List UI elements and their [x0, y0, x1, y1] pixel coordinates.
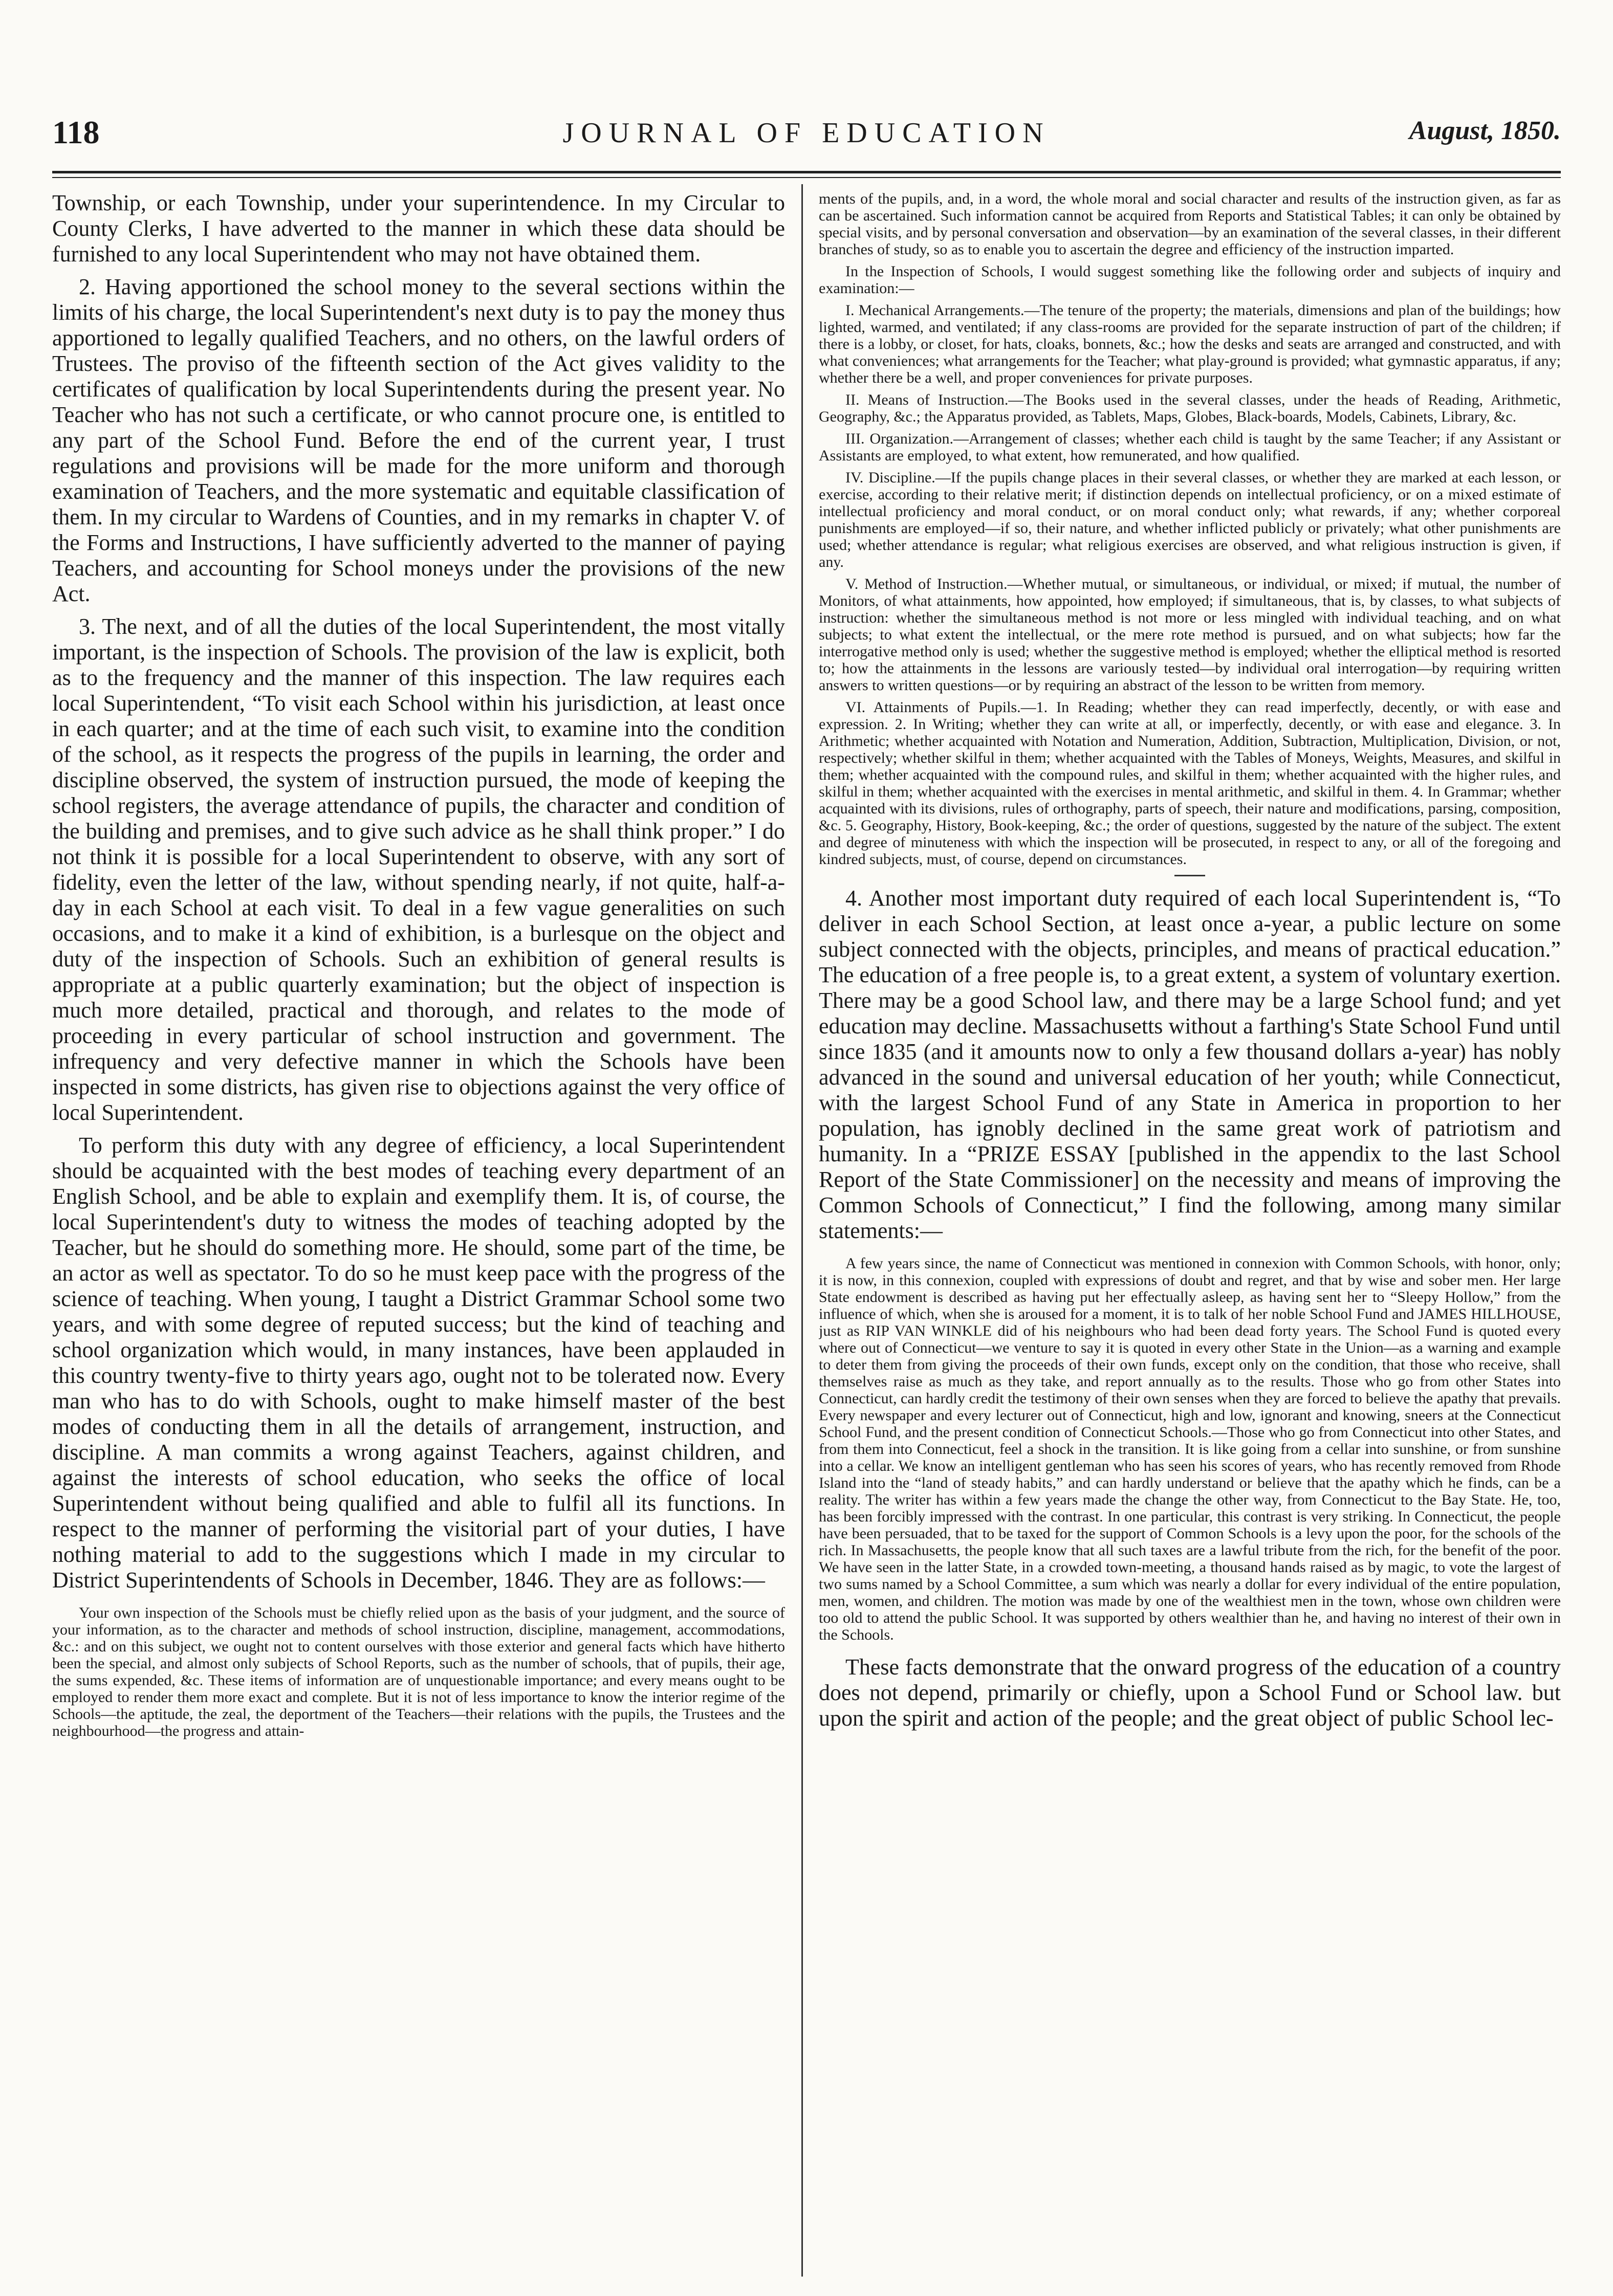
- left-column: [52, 190, 785, 2288]
- section-rule: [1174, 875, 1205, 876]
- paragraph: These facts demonstrate that the onward progress of the education of a country does not depend, primarily or chiefly, upon a School Fund or School law. but upon the spirit and action of the people; and the great object of public School lec-: [819, 1654, 1561, 1731]
- paragraph: Township, or each Township, under your superintendence. In my Circular to County Clerks, I have adverted to the manner in which these data should be furnished to any local Superintendent who may not have obtained them.: [52, 190, 785, 267]
- paragraph: 3. The next, and of all the duties of the local Superintendent, the most vitally important, is the inspection of Schools. The provision of the law is explicit, both as to the frequency and the manner of this inspection. The law requires each local Superintendent, “To visit each School within his jurisdiction, at least once in each quarter; and at the time of each such visit, to examine into the condition of the school, as it respects the progress of the pupils in learning, the order and discipline observed, the system of instruction pursued, the mode of keeping the school registers, the average attendance of pupils, the character and condition of the building and premises, and to give such advice as he shall think proper.” I do not think it is possible for a local Superintendent to observe, with any sort of fidelity, even the letter of the law, without spending nearly, if not quite, half-a-day in each School at each visit. To deal in a few vague generalities on such occasions, and to make it a kind of exhibition, is a burlesque on the object and duty of the inspection of Schools. Such an exhibition of general results is appropriate at a public quarterly examination; but the object of inspection is much more detailed, practical and thorough, and relates to the mode of proceeding in every particular of school instruction and government. The infrequency and very defective manner in which the Schools have been inspected in some districts, has given rise to objections against the very office of local Superintendent.: [52, 614, 785, 1125]
- inspection-item: I. Mechanical Arrangements.—The tenure of the property; the materials, dimensions and plan of the buildings; how lighted, warmed, and ventilated; if any class-rooms are provided for the separate instruction of part of the children; if there is a lobby, or closet, for hats, cloaks, bonnets, &c.; how the desks and seats are arranged and constructed, and with what conveniences; what arrangements for the Teacher; what play-ground is provided; what gymnastic apparatus, if any; whether there be a well, and proper conveniences for private purposes.: [819, 302, 1561, 386]
- inspection-item: V. Method of Instruction.—Whether mutual, or simultaneous, or individual, or mixed; if mutual, the number of Monitors, of what attainments, how appointed, how employed; if simultaneous, that is, by classes, to what subjects of instruction: whether the simultaneous method is not more or less mingled with individual teaching, and on what subjects; to what extent the intellectual, or the mere rote method is pursued, and on what subjects; how far the interrogative method only is used; whether the suggestive method is employed; whether the elliptical method is resorted to; how the attainments in the lessons are variously tested—by individual oral interrogation—by requiring written answers to written questions—or by requiring an abstract of the lesson to be written from memory.: [819, 576, 1561, 694]
- quoted-passage: In the Inspection of Schools, I would suggest something like the following order and subjects of inquiry and examination:—: [819, 263, 1561, 297]
- paragraph: To perform this duty with any degree of efficiency, a local Superintendent should be acquainted with the best modes of teaching every department of an English School, and be able to explain and exemplify them. It is, of course, the local Superintendent's duty to witness the modes of teaching adopted by the Teacher, but he should do something more. He should, some part of the time, be an actor as well as spectator. To do so he must keep pace with the progress of the science of teaching. When young, I taught a District Grammar School some two years, and with some degree of reputed success; but the kind of teaching and school organization which would, in many instances, have been applauded in this country twenty-five to thirty years ago, ought not to be tolerated now. Every man who has to do with Schools, ought to make himself master of the best modes of conducting them in all the details of arrangement, instruction, and discipline. A man commits a wrong against Teachers, against children, and against the interests of school education, who seeks the office of local Superintendent without being qualified and able to fulfil all its functions. In respect to the manner of performing the visitorial part of your duties, I have nothing material to add to the suggestions which I made in my circular to District Superintendents of Schools in December, 1846. They are as follows:—: [52, 1133, 785, 1593]
- journal-title: JOURNAL OF EDUCATION: [562, 117, 1051, 149]
- header-rule: [52, 171, 1561, 173]
- quoted-passage: A few years since, the name of Connecticut was mentioned in connexion with Common Schools, with honor, only; it is now, in this connexion, coupled with expressions of doubt and regret, and that by wise and sober men. Her large State endowment is described as having put her effectually asleep, as having sent her to “Sleepy Hollow,” from the influence of which, when she is aroused for a moment, it is to talk of her noble School Fund and JAMES HILLHOUSE, just as RIP VAN WINKLE did of his neighbours who had been dead forty years. The School Fund is quoted every where out of Connecticut—we venture to say it is quoted in every other State in the Union—as a warning and example to deter them from giving the proceeds of their own funds, except only on the condition, that those who receive, shall themselves raise as much as they take, and report annually as to the results. Those who go from other States into Connecticut, can hardly credit the testimony of their own senses when they are forced to believe the apathy that prevails. Every newspaper and every lecturer out of Connecticut, high and low, ignorant and knowing, sneers at the Connecticut School Fund, and the present condition of Connecticut Schools.—Those who go from Connecticut into other States, and from them into Connecticut, feel a shock in the transition. It is like going from a cellar into sunshine, or from sunshine into a cellar. We know an intelligent gentleman who has seen his scores of years, who has recently removed from Rhode Island into the “land of steady habits,” and can hardly understand or believe that the apathy which he finds, can be a reality. The writer has within a few years made the change the other way, from Connecticut to the Bay State. He, too, has been forcibly impressed with the contrast. In one particular, this contrast is very striking. In Connecticut, the people have been persuaded, that to be taxed for the support of Common Schools is a levy upon the poor, for the schools of the rich. In Massachusetts, the people know that all such taxes are a lawful tribute from the rich, for the benefit of the poor. We have seen in the latter State, in a crowded town-meeting, a thousand hands raised as by magic, to vote the largest of two sums named by a School Committee, a sum which was nearly a dollar for every individual of the entire population, men, women, and children. The motion was made by one of the wealthiest men in the town, whose own children were too old to attend the public School. It was supported by others wealthier than he, and having no interest of their own in the Schools.: [819, 1255, 1561, 1643]
- quoted-passage: ments of the pupils, and, in a word, the whole moral and social character and results of the instruction given, as far as can be ascertained. Such information cannot be acquired from Reports and Statistical Tables; it can only be obtained by special visits, and by personal conversation and observation—by an examination of the several classes, in their different branches of study, so as to enable you to ascertain the degree and efficiency of the instruction imparted.: [819, 190, 1561, 258]
- page-number: 118: [52, 114, 100, 150]
- column-divider: [801, 184, 803, 2277]
- page-header: [52, 114, 1561, 160]
- spacer: [819, 1244, 1561, 1255]
- footnote: Your own inspection of the Schools must be chiefly relied upon as the basis of your judgment, and the source of your information, as to the character and methods of school instruction, discipline, management, accommodations, &c.: and on this subject, we ought not to content ourselves with those exterior and general facts which have hitherto been the special, and almost only subjects of School Reports, such as the number of schools, that of pupils, their age, the sums expended, &c. These items of information are of unquestionable importance; and every means ought to be employed to render them more exact and complete. But it is not of less importance to know the interior regime of the Schools—the aptitude, the zeal, the deportment of the Teachers—their relations with the pupils, the Trustees and the neighbourhood—the progress and attain-: [52, 1604, 785, 1739]
- inspection-item: IV. Discipline.—If the pupils change places in their several classes, or whether they are marked at each lesson, or exercise, according to their relative merit; if distinction depends on intellectual proficiency, or on a mixed estimate of intellectual proficiency and moral conduct, or on moral conduct only; what rewards, if any; whether corporeal punishments are employed—if so, their nature, and whether inflicted publicly or privately; what other punishments are used; whether attendance is regular; what religious exercises are observed, and what religious instruction is given, if any.: [819, 469, 1561, 570]
- spacer: [819, 1643, 1561, 1654]
- paragraph: 2. Having apportioned the school money to the several sections within the limits of his charge, the local Superintendent's next duty is to pay the money thus apportioned to legally qualified Teachers, and no others, on the lawful orders of Trustees. The proviso of the fifteenth section of the Act gives validity to the certificates of qualification by local Superintendents during the present year. No Teacher who has not such a certificate, or who cannot procure one, is entitled to any part of the School Fund. Before the end of the current year, I trust regulations and provisions will be made for the more uniform and thorough examination of Teachers, and the more systematic and equitable classification of them. In my circular to Wardens of Counties, and in my remarks in chapter V. of the Forms and Instructions, I have sufficiently adverted to the manner of paying Teachers, and accounting for School moneys under the provisions of the new Act.: [52, 274, 785, 606]
- issue-date: August, 1850.: [1409, 116, 1561, 145]
- paragraph: 4. Another most important duty required of each local Superintendent is, “To deliver in each School Section, at least once a-year, a public lecture on some subject connected with the objects, principles, and means of practical education.” The education of a free people is, to a great extent, a system of voluntary exertion. There may be a good School law, and there may be a large School fund; and yet education may decline. Massachusetts without a farthing's State School Fund until since 1835 (and it amounts now to only a few thousand dollars a-year) has nobly advanced in the sound and universal education of her youth; while Connecticut, with the largest School Fund of any State in America in proportion to her population, has ignobly declined in the same great work of patriotism and humanity. In a “PRIZE ESSAY [published in the appendix to the last School Report of the State Commissioner] on the necessity and means of improving the Common Schools of Connecticut,” I find the following, among many similar statements:—: [819, 886, 1561, 1243]
- inspection-item: III. Organization.—Arrangement of classes; whether each child is taught by the same Teacher; if any Assistant or Assistants are employed, to what extent, how remunerated, and how qualified.: [819, 430, 1561, 464]
- header-rule-thin: [52, 177, 1561, 178]
- inspection-item: VI. Attainments of Pupils.—1. In Reading; whether they can read imperfectly, decently, or with ease and expression. 2. In Writing; whether they can write at all, or imperfectly, decently, or with ease and elegance. 3. In Arithmetic; whether acquainted with Notation and Numeration, Addition, Subtraction, Multiplication, Division, or not, respectively; whether skilful in them; whether acquainted with the Tables of Moneys, Weights, Measures, and skilful in them; whether acquainted with the compound rules, and skilful in them; whether acquainted with the higher rules, and skilful in them; whether acquainted with the exercises in mental arithmetic, and skilful in them. 4. In Grammar; whether acquainted with its divisions, rules of orthography, parts of speech, their nature and modifications, parsing, composition, &c. 5. Geography, History, Book-keeping, &c.; the order of questions, suggested by the nature of the subject. The extent and degree of minuteness with which the inspection will be prosecuted, in respect to any, or all of the foregoing and kindred subjects, must, of course, depend on circumstances.: [819, 699, 1561, 868]
- spacer: [52, 1593, 785, 1604]
- right-column: [819, 190, 1561, 2288]
- inspection-item: II. Means of Instruction.—The Books used in the several classes, under the heads of Reading, Arithmetic, Geography, &c.; the Apparatus provided, as Tablets, Maps, Globes, Black-boards, Models, Cabinets, Library, &c.: [819, 391, 1561, 425]
